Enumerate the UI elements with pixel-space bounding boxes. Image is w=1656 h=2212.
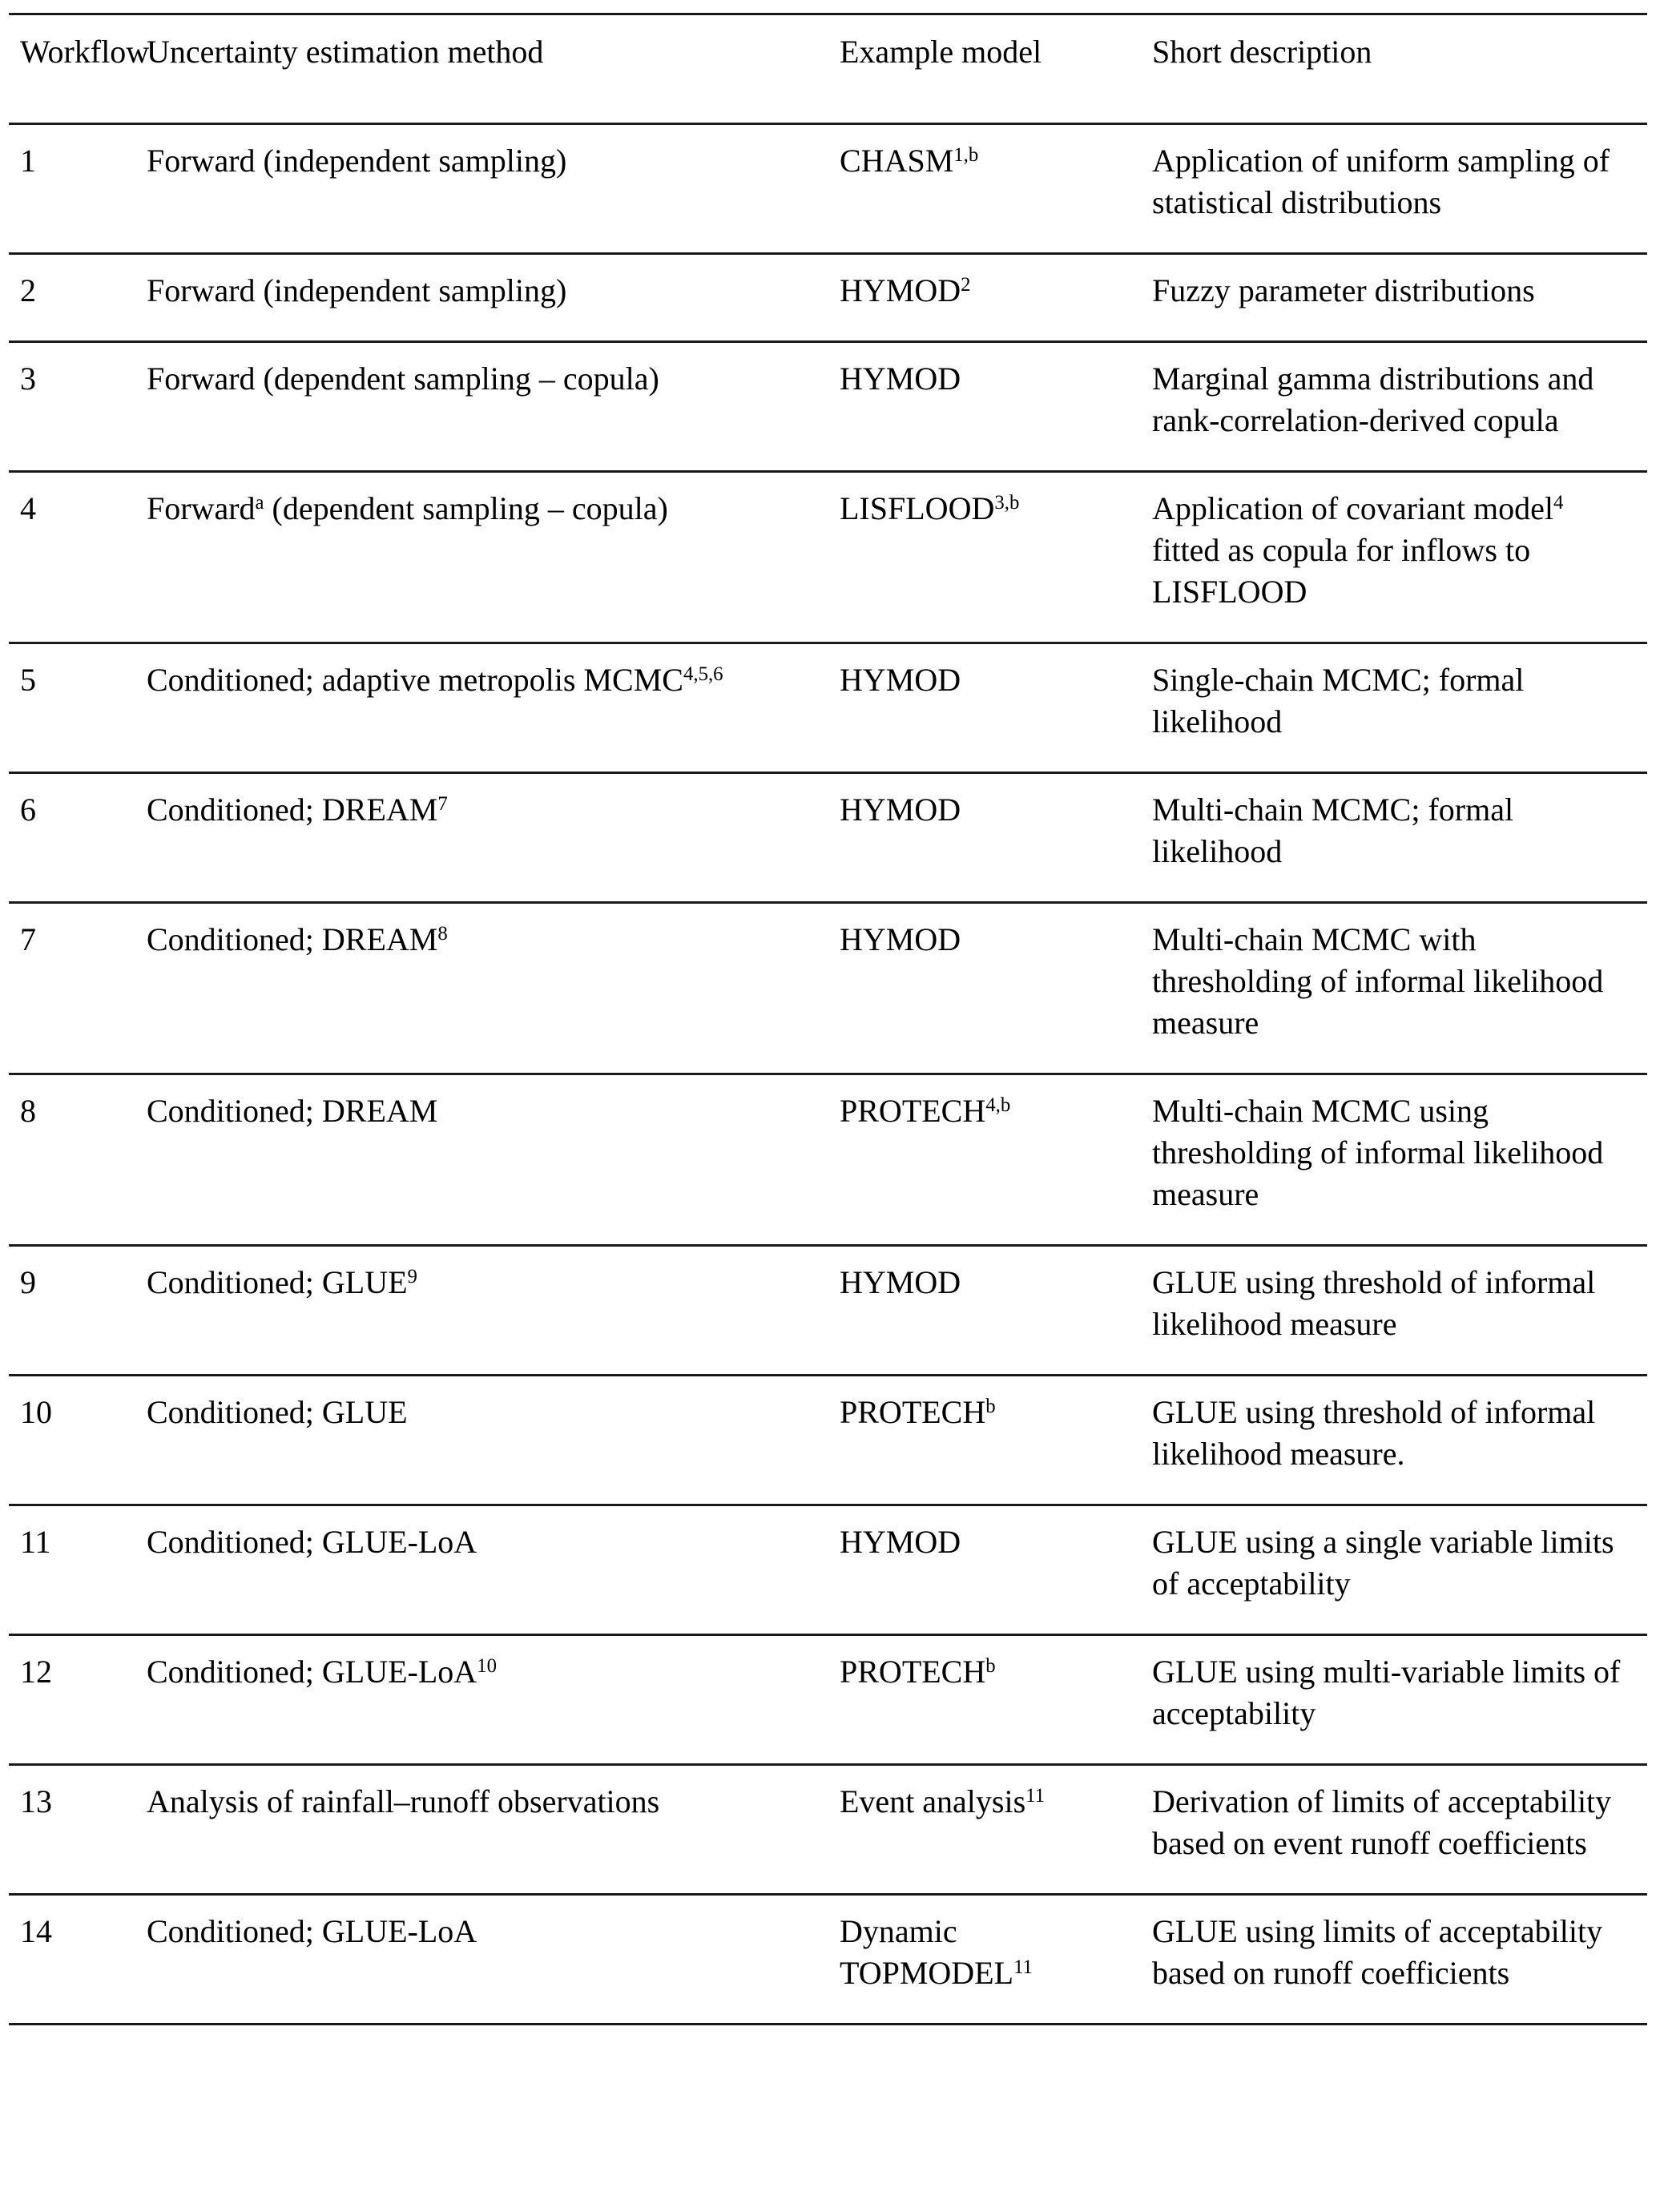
cell-short-description: Application of covariant model$^4$ fitted as copula for inflows to LISFLOOD xyxy=(1141,472,1647,643)
cell-example-model: HYMOD xyxy=(828,1505,1141,1635)
superscript-reference: 7 xyxy=(437,793,448,816)
cell-workflow-number: 9 xyxy=(9,1246,135,1376)
cell-workflow-number: 12 xyxy=(9,1635,135,1765)
cell-uncertainty-method: Conditioned; GLUE-LoA xyxy=(135,1895,828,2025)
table-row xyxy=(9,342,1647,472)
table-row xyxy=(9,773,1647,903)
cell-uncertainty-method: Conditioned; GLUE xyxy=(135,1376,828,1505)
cell-example-model: Dynamic TOPMODEL$^{11}$ xyxy=(828,1895,1141,2025)
cell-workflow-number: 2 xyxy=(9,254,135,342)
table-row xyxy=(9,1765,1647,1895)
cell-short-description: Derivation of limits of acceptability based on event runoff coefficients xyxy=(1141,1765,1647,1895)
cell-uncertainty-method: Conditioned; GLUE-LoA xyxy=(135,1505,828,1635)
bottom-rule-row xyxy=(9,2025,1647,2026)
cell-example-model: HYMOD xyxy=(828,643,1141,773)
superscript-reference: 10 xyxy=(477,1655,497,1678)
cell-example-model: PROTECH$^b$ xyxy=(828,1376,1141,1505)
cell-workflow-number: 13 xyxy=(9,1765,135,1895)
cell-example-model: HYMOD$^2$ xyxy=(828,254,1141,342)
cell-workflow-number: 4 xyxy=(9,472,135,643)
cell-uncertainty-method: Conditioned; GLUE$^9$ xyxy=(135,1246,828,1376)
cell-workflow-number: 10 xyxy=(9,1376,135,1505)
table-row xyxy=(9,124,1647,254)
column-header-method: Uncertainty estimation method xyxy=(135,14,828,124)
table-body xyxy=(9,124,1647,2025)
cell-workflow-number: 8 xyxy=(9,1074,135,1246)
superscript-reference: b xyxy=(985,1655,996,1678)
cell-workflow-number: 7 xyxy=(9,903,135,1074)
cell-short-description: GLUE using a single variable limits of acceptability xyxy=(1141,1505,1647,1635)
superscript-reference: 4 xyxy=(1553,492,1564,514)
column-header-description: Short description xyxy=(1141,14,1647,124)
cell-workflow-number: 5 xyxy=(9,643,135,773)
cell-uncertainty-method: Conditioned; DREAM$^8$ xyxy=(135,903,828,1074)
cell-uncertainty-method: Forward (dependent sampling – copula) xyxy=(135,342,828,472)
cell-workflow-number: 6 xyxy=(9,773,135,903)
cell-short-description: Multi-chain MCMC using thresholding of informal likelihood measure xyxy=(1141,1074,1647,1246)
table-row xyxy=(9,903,1647,1074)
cell-short-description: Multi-chain MCMC; formal likelihood xyxy=(1141,773,1647,903)
table-row xyxy=(9,1074,1647,1246)
table-row xyxy=(9,1505,1647,1635)
cell-uncertainty-method: Conditioned; adaptive metropolis MCMC$^{4,5,6}$ xyxy=(135,643,828,773)
cell-short-description: GLUE using multi-variable limits of acceptability xyxy=(1141,1635,1647,1765)
cell-example-model: HYMOD xyxy=(828,1246,1141,1376)
column-header-workflow: Workflow xyxy=(9,14,135,124)
header-row xyxy=(9,14,1647,124)
cell-uncertainty-method: Conditioned; GLUE-LoA$^{10}$ xyxy=(135,1635,828,1765)
cell-short-description: GLUE using threshold of informal likelihood measure. xyxy=(1141,1376,1647,1505)
table-footer-rule xyxy=(9,2025,1647,2026)
cell-short-description: Single-chain MCMC; formal likelihood xyxy=(1141,643,1647,773)
superscript-reference: b xyxy=(985,1396,996,1418)
cell-example-model: LISFLOOD$^{3,b}$ xyxy=(828,472,1141,643)
cell-uncertainty-method: Conditioned; DREAM$^7$ xyxy=(135,773,828,903)
cell-short-description: Application of uniform sampling of statistical distributions xyxy=(1141,124,1647,254)
superscript-reference: 9 xyxy=(407,1266,417,1288)
superscript-reference: 8 xyxy=(437,923,448,945)
superscript-reference: 4,b xyxy=(985,1094,1011,1117)
cell-short-description: GLUE using threshold of informal likelihood measure xyxy=(1141,1246,1647,1376)
superscript-reference: 1,b xyxy=(953,144,979,167)
table-row xyxy=(9,1635,1647,1765)
table-row xyxy=(9,254,1647,342)
cell-example-model: PROTECH$^b$ xyxy=(828,1635,1141,1765)
superscript-reference: 4,5,6 xyxy=(683,663,723,686)
cell-workflow-number: 1 xyxy=(9,124,135,254)
workflow-uncertainty-table xyxy=(9,13,1647,2025)
cell-short-description: Marginal gamma distributions and rank-correlation-derived copula xyxy=(1141,342,1647,472)
cell-uncertainty-method: Forward (independent sampling) xyxy=(135,124,828,254)
superscript-reference: 2 xyxy=(961,274,971,296)
superscript-reference: 3,b xyxy=(994,492,1020,514)
table-header xyxy=(9,14,1647,124)
cell-example-model: CHASM$^{1,b}$ xyxy=(828,124,1141,254)
table-row xyxy=(9,1376,1647,1505)
cell-workflow-number: 14 xyxy=(9,1895,135,2025)
cell-short-description: Fuzzy parameter distributions xyxy=(1141,254,1647,342)
cell-uncertainty-method: Forward$^a$ (dependent sampling – copula) xyxy=(135,472,828,643)
superscript-reference: 11 xyxy=(1025,1785,1046,1807)
cell-example-model: HYMOD xyxy=(828,342,1141,472)
cell-short-description: Multi-chain MCMC with thresholding of informal likelihood measure xyxy=(1141,903,1647,1074)
table-row xyxy=(9,1895,1647,2025)
table-row xyxy=(9,472,1647,643)
cell-workflow-number: 11 xyxy=(9,1505,135,1635)
cell-example-model: HYMOD xyxy=(828,903,1141,1074)
cell-example-model: PROTECH$^{4,b}$ xyxy=(828,1074,1141,1246)
cell-uncertainty-method: Conditioned; DREAM xyxy=(135,1074,828,1246)
cell-workflow-number: 3 xyxy=(9,342,135,472)
bottom-rule xyxy=(9,2025,1647,2026)
table-row xyxy=(9,1246,1647,1376)
cell-short-description: GLUE using limits of acceptability based on runoff coefficients xyxy=(1141,1895,1647,2025)
cell-uncertainty-method: Forward (independent sampling) xyxy=(135,254,828,342)
superscript-reference: 11 xyxy=(1013,1956,1033,1979)
superscript-reference: a xyxy=(255,492,264,514)
table-row xyxy=(9,643,1647,773)
cell-example-model: Event analysis$^{11}$ xyxy=(828,1765,1141,1895)
cell-example-model: HYMOD xyxy=(828,773,1141,903)
cell-uncertainty-method: Analysis of rainfall–runoff observations xyxy=(135,1765,828,1895)
column-header-model: Example model xyxy=(828,14,1141,124)
